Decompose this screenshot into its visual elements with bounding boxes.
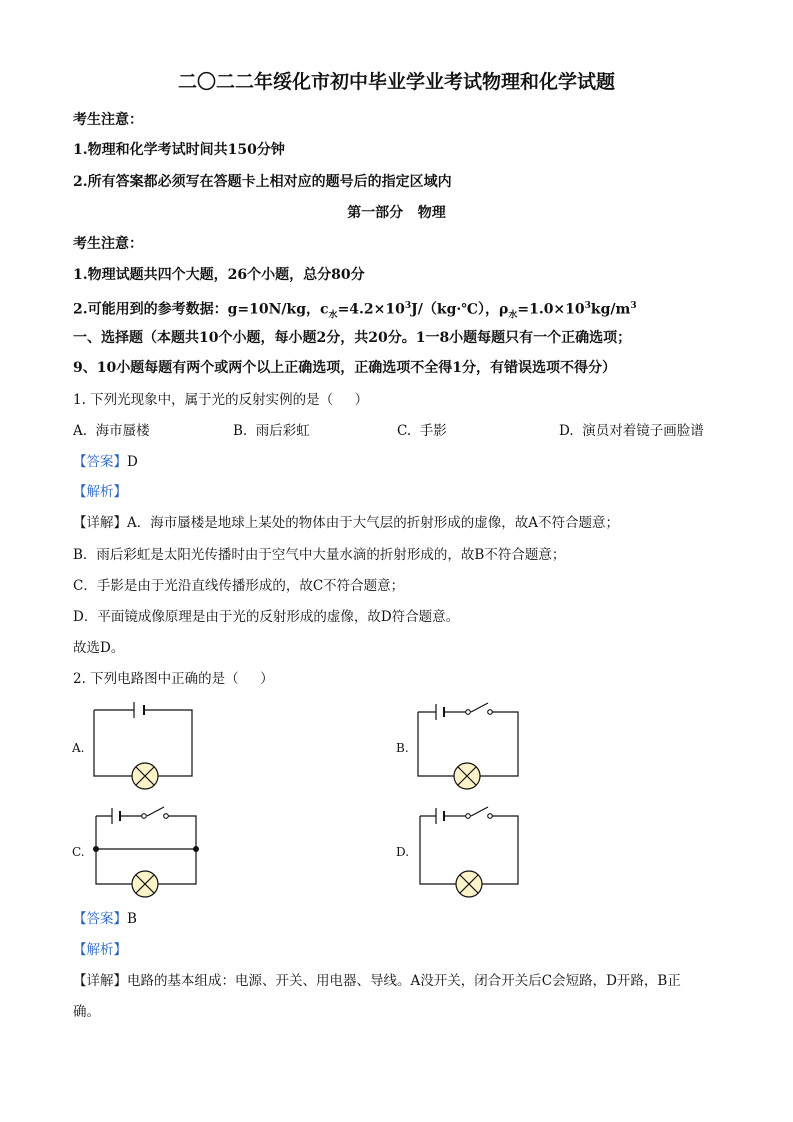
q2-detail-2: 确。	[73, 1004, 100, 1020]
notice-item-2: 2.所有答案都必须写在答题卡上相对应的题号后的指定区域内	[73, 174, 452, 190]
q1-option-c: C. 手影	[397, 423, 447, 439]
circuit-a-label: A.	[72, 741, 85, 755]
part-title: 第一部分 物理	[347, 205, 446, 221]
section-title-line-1: 一、选择题（本题共10个小题，每小题2分，共20分。1一8小题每题只有一个正确选项；	[73, 330, 632, 346]
circuit-d-diagram	[416, 802, 522, 898]
q2-analysis-tag: 【解析】	[73, 942, 127, 958]
physics-notice-1: 1.物理试题共四个大题，26个小题，总分80分	[73, 267, 365, 283]
circuit-c-label: C.	[72, 845, 85, 859]
q1-option-d: D. 演员对着镜子画脸谱	[559, 423, 704, 439]
q1-analysis-tag: 【解析】	[73, 484, 127, 500]
section-title-line-2: 9、10小题每题有两个或两个以上正确选项，正确选项不全得1分，有错误选项不得分）	[73, 360, 616, 376]
q1-answer: 【答案】D	[73, 454, 138, 470]
notice-item-1: 1.物理和化学考试时间共150分钟	[73, 142, 285, 158]
q2-stem: 2. 下列电路图中正确的是（ ）	[73, 671, 274, 687]
q2-answer: 【答案】B	[73, 911, 137, 927]
q1-detail-5: 故选D。	[73, 640, 125, 656]
circuit-a-diagram	[92, 700, 196, 796]
notice-heading: 考生注意：	[73, 112, 143, 128]
q1-option-b: B. 雨后彩虹	[233, 423, 310, 439]
q1-detail-4: D．平面镜成像原理是由于光的反射形成的虚像，故D符合题意。	[73, 609, 460, 625]
q1-detail-2: B．雨后彩虹是太阳光传播时由于空气中大量水滴的折射形成的，故B不符合题意；	[73, 547, 566, 563]
q1-stem: 1. 下列光现象中，属于光的反射实例的是（ ）	[73, 392, 369, 408]
circuit-c-diagram	[92, 802, 200, 898]
circuit-b-diagram	[416, 700, 522, 796]
q1-detail-3: C．手影是由于光沿直线传播形成的，故C不符合题意；	[73, 578, 405, 594]
q1-detail-1: 【详解】A．海市蜃楼是地球上某处的物体由于大气层的折射形成的虚像，故A不符合题意；	[73, 515, 619, 531]
physics-notice-heading: 考生注意：	[73, 236, 143, 252]
circuit-b-label: B.	[396, 741, 409, 755]
circuit-d-label: D.	[396, 845, 410, 859]
q1-option-a: A. 海市蜃楼	[73, 423, 150, 439]
reference-data: 2.可能用到的参考数据：g=10N/kg，$c_水=4.2\times 10^3J/(kg\cdot℃)$，$\rho_水=1.0\times 10^3kg/m^3$	[73, 301, 637, 321]
exam-title: 二〇二二年绥化市初中毕业学业考试物理和化学试题	[177, 71, 615, 93]
q2-detail-1: 【详解】电路的基本组成：电源、开关、用电器、导线。A没开关，闭合开关后C会短路，D开路，B正	[73, 973, 681, 989]
